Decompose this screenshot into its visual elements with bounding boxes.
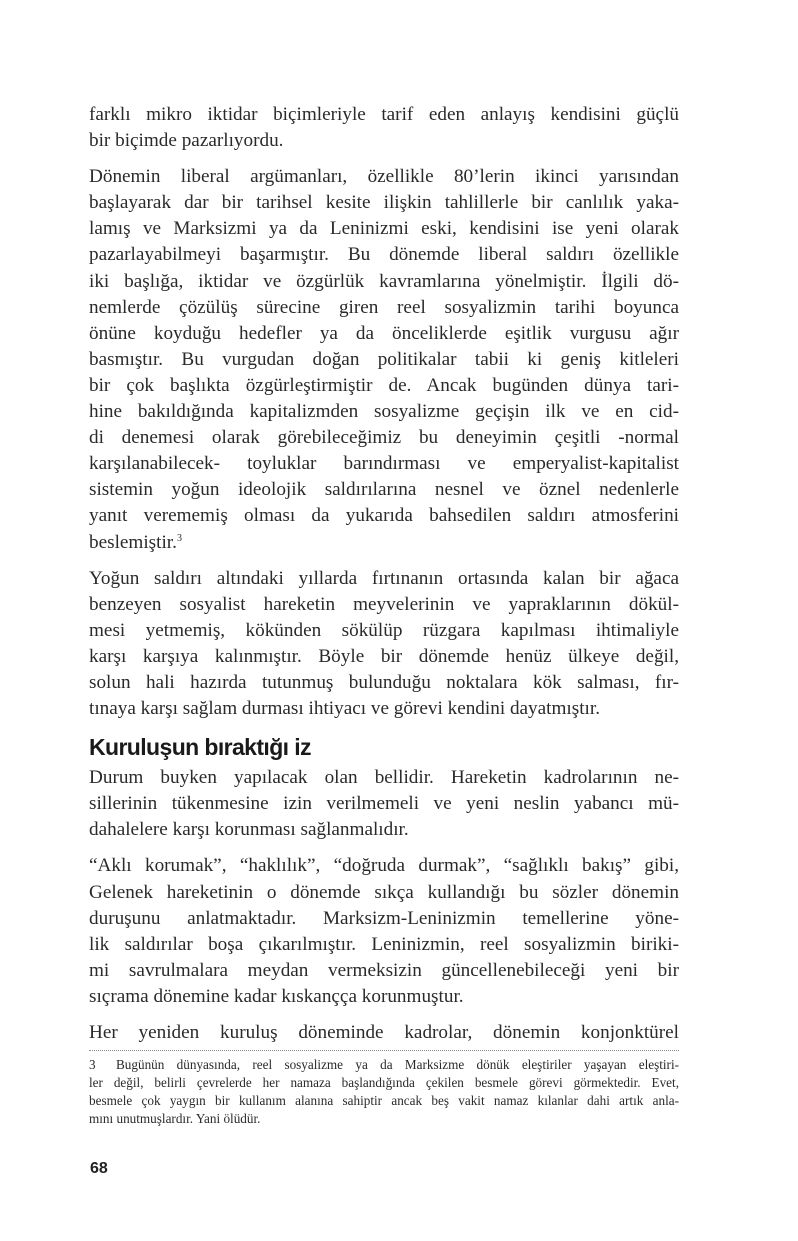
footnote-line (89, 1056, 679, 1074)
text-line: di denemesi olarak görebileceğimiz bu deneyimin çeşitli -normal (89, 427, 679, 449)
text-line: basmıştır. Bu vurgudan doğan politikalar tabii ki geniş kitleleri (89, 348, 679, 370)
text-line: lamış ve Marksizmi ya da Leninizmi eski, kendisini ise yeni olarak (89, 218, 679, 240)
paragraph-2 (89, 164, 679, 555)
footnote-line: ler değil, belirli çevrelerde her namaza başlandığında çekilen besmele görevi görmektedir. Evet, (89, 1075, 679, 1090)
text-line: bir çok başlıkta özgürleştirmiştir de. Ancak bugünden dünya tari- (89, 374, 679, 396)
footnote-line: mını unutmuşlardır. Yani ölüdür. (89, 1111, 261, 1126)
text-line: karşı karşıya kalınmıştır. Böyle bir dönemde henüz ülkeye değil, (89, 645, 679, 667)
page-number: 68 (90, 1160, 108, 1177)
text-line: Dönemin liberal argümanları, özellikle 80’lerin ikinci yarısından (89, 166, 679, 188)
text-line: bir biçimde pazarlıyordu. (89, 130, 284, 152)
text-line: Her yeniden kuruluş döneminde kadrolar, dönemin konjonktürel (89, 1022, 679, 1043)
text-line: sillerinin tükenmesine izin verilmemeli ve yeni neslin yabancı mü- (89, 793, 679, 815)
section-heading: Kuruluşun bıraktığı iz (89, 734, 311, 761)
text-line: karşılanabilecek- toyluklar barındırması ve emperyalist-kapitalist (89, 453, 679, 475)
footnote (89, 1056, 679, 1128)
text-line: duruşunu anlatmaktadır. Marksizm-Leninizmin temellerine yöne- (89, 907, 679, 929)
text-line: lik saldırılar boşa çıkarılmıştır. Leninizmin, reel sosyalizmin biriki- (89, 933, 679, 955)
footnote-separator (89, 1050, 679, 1051)
paragraph-6 (89, 1020, 679, 1046)
text-line: hine bakıldığında kapitalizmden sosyalizme geçişin ilk ve en cid- (89, 401, 679, 423)
paragraph-4 (89, 765, 679, 843)
text-line: mi savrulmalara meydan vermeksizin güncellenebileceği yeni bir (89, 959, 679, 981)
text-line: sistemin yoğun ideolojik saldırılarına nesnel ve öznel nedenlerle (89, 479, 679, 501)
footnote-reference[interactable]: 3 (176, 532, 182, 544)
text-line: iki başlığa, iktidar ve özgürlük kavramlarına yönelmiştir. İlgili dö- (89, 270, 679, 292)
paragraph-1 (89, 102, 679, 154)
paragraph-5 (89, 853, 679, 1010)
footnote-text: Bugünün dünyasında, reel sosyalizme ya da Marksizme dönük eleştiriler yaşayan eleştiri- (116, 1057, 679, 1072)
text-line-content: beslemiştir. (89, 531, 177, 553)
paragraph-3 (89, 566, 679, 723)
text-line: nemlerde çözülüş sürecine giren reel sosyalizmin tarihi boyunca (89, 296, 679, 318)
text-line: pazarlayabilmeyi başarmıştır. Bu dönemde liberal saldırı özellikle (89, 244, 679, 266)
text-line: benzeyen sosyalist hareketin meyvelerinin ve yapraklarının dökül- (89, 593, 679, 615)
text-line: mesi yetmemiş, kökünden sökülüp rüzgara kapılması ihtimaliyle (89, 619, 679, 641)
text-line: farklı mikro iktidar biçimleriyle tarif eden anlayış kendisini güçlü (89, 104, 679, 125)
text-line: Durum buyken yapılacak olan bellidir. Hareketin kadrolarının ne- (89, 767, 679, 789)
text-line: dahalelere karşı korunması sağlanmalıdır. (89, 819, 409, 841)
text-line (89, 530, 679, 556)
text-line: Yoğun saldırı altındaki yıllarda fırtınanın ortasında kalan bir ağaca (89, 567, 679, 589)
text-line: sıçrama dönemine kadar kıskançça korunmuştur. (89, 985, 464, 1007)
text-line: solun hali hazırda tutunmuş bulunduğu noktalara kök salması, fır- (89, 671, 679, 693)
text-line: yanıt verememiş olması da yukarıda bahsedilen saldırı atmosferini (89, 505, 679, 527)
text-line: “Aklı korumak”, “haklılık”, “doğruda durmak”, “sağlıklı bakış” gibi, (89, 855, 679, 877)
footnote-line: besmele çok yaygın bir kullanım alanına sahiptir ancak beş vakit namaz kılanlar dahi artık anla- (89, 1093, 679, 1108)
text-line: başlayarak dar bir tarihsel kesite ilişkin tahlillerle bir canlılık yaka- (89, 192, 679, 214)
text-line: Gelenek hareketinin o dönemde sıkça kullandığı bu sözler dönemin (89, 881, 679, 903)
text-line: önüne koyduğu hedefler ya da önceliklerde eşitlik vurgusu ağır (89, 322, 679, 344)
footnote-number: 3 (89, 1057, 96, 1072)
body-text (89, 102, 679, 1056)
text-line: tınaya karşı sağlam durması ihtiyacı ve görevi kendini dayatmıştır. (89, 698, 601, 720)
